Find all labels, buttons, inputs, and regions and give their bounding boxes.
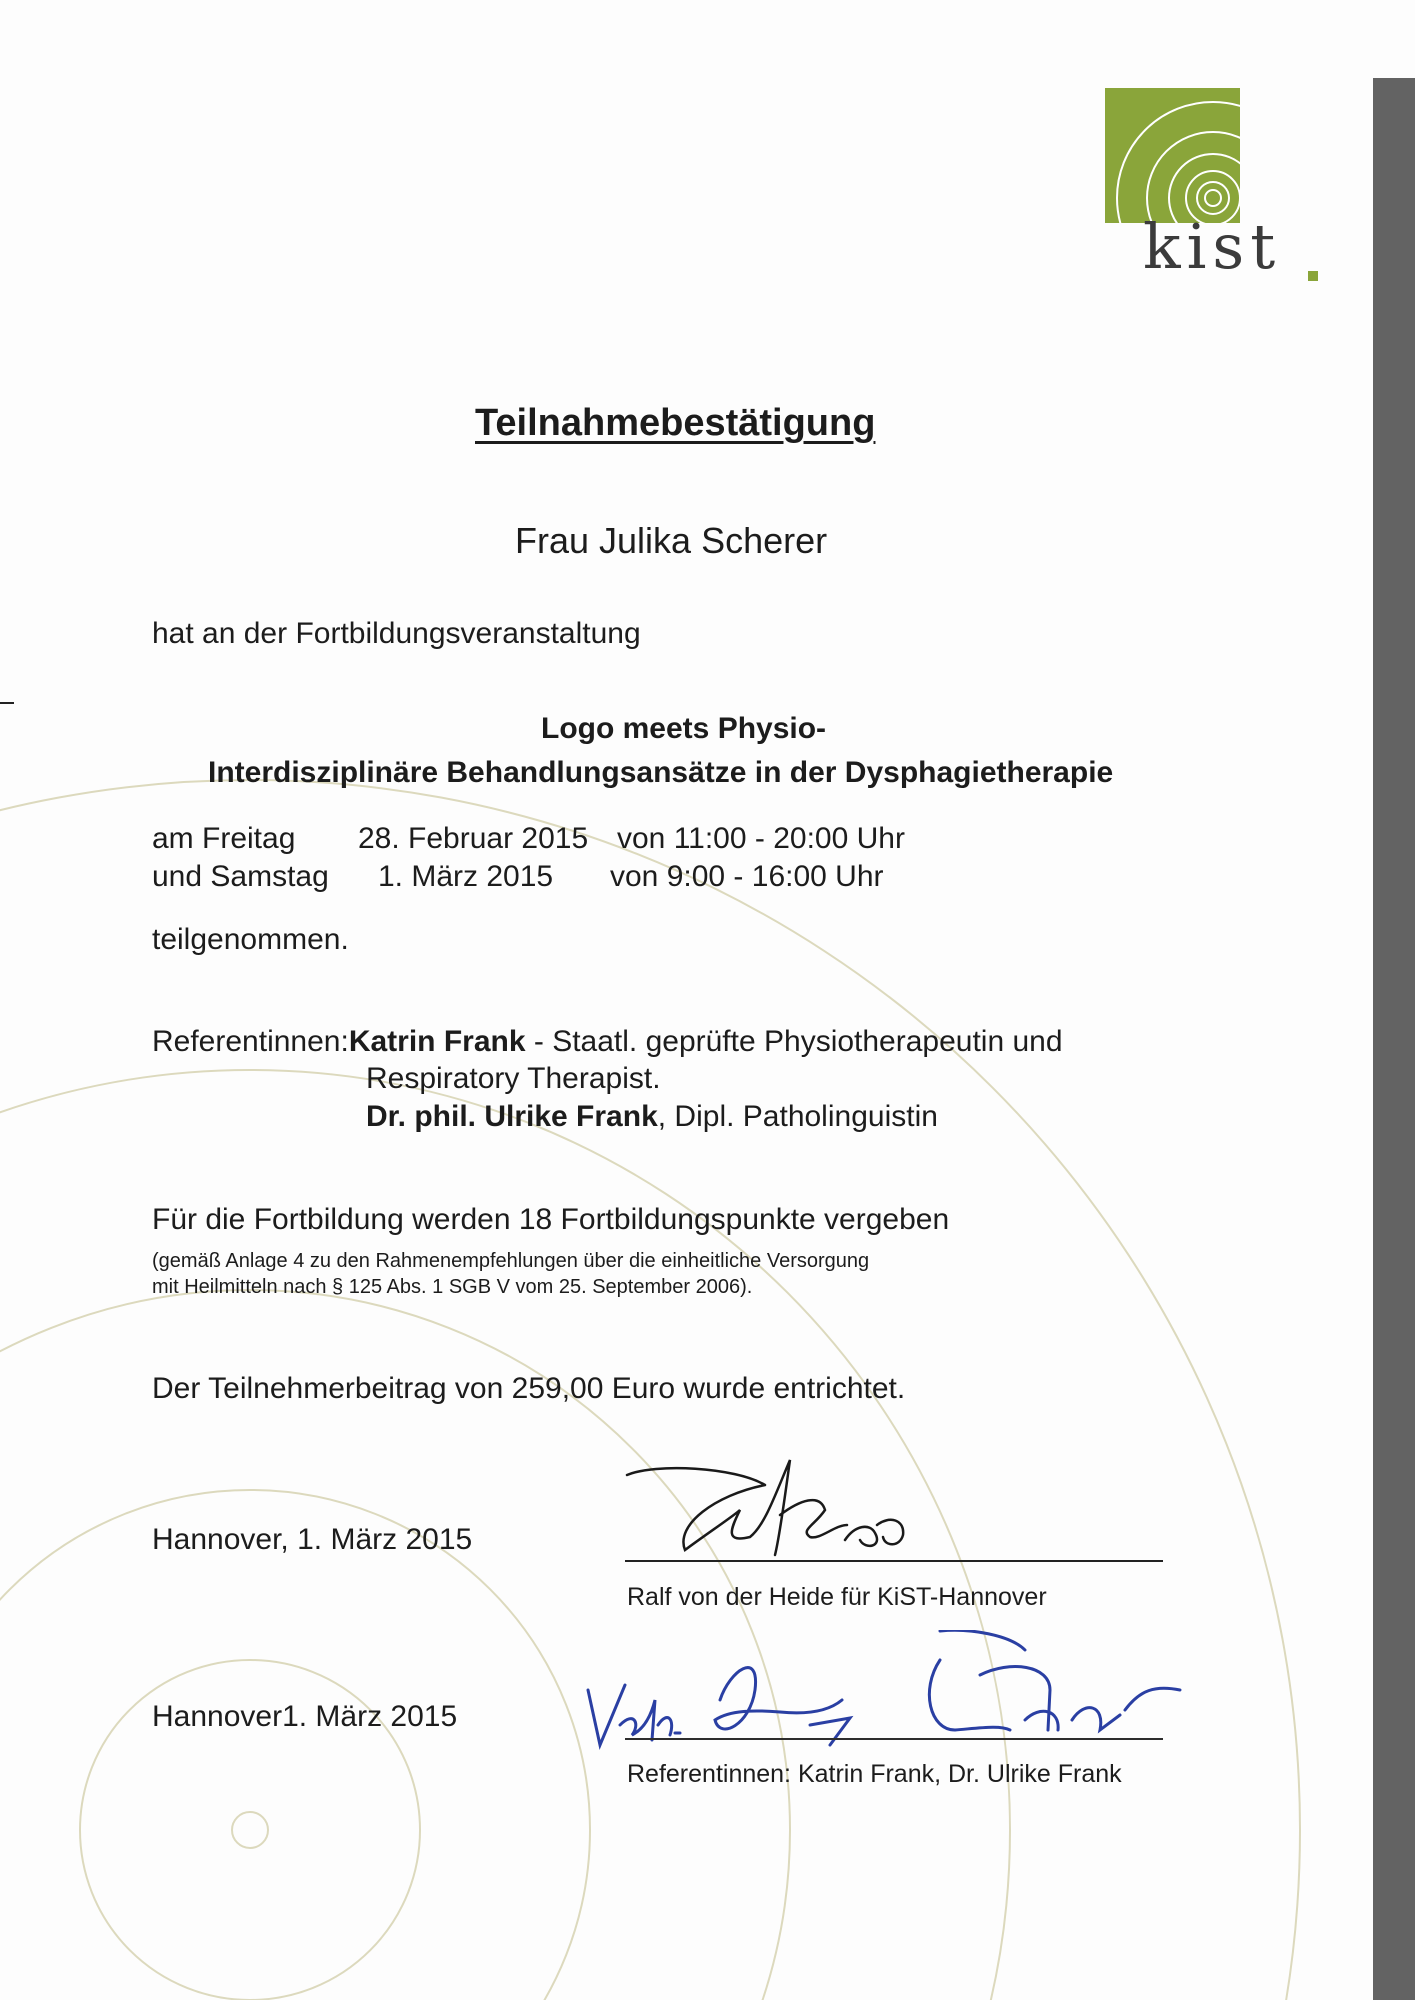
logo-wordmark: kist bbox=[1143, 210, 1282, 283]
document-title: Teilnahmebestätigung bbox=[475, 402, 876, 444]
speakers-label: Referentinnen: bbox=[152, 1025, 349, 1058]
signature2-caption: Referentinnen: Katrin Frank, Dr. Ulrike Frank bbox=[627, 1760, 1122, 1788]
day1-label: am Freitag bbox=[152, 822, 296, 855]
day2-time: von 9:00 - 16:00 Uhr bbox=[610, 860, 884, 893]
margin-mark bbox=[0, 702, 14, 704]
day1-date: 28. Februar 2015 bbox=[358, 822, 589, 855]
signature-referentinnen bbox=[580, 1630, 1220, 1750]
points-note-line1: (gemäß Anlage 4 zu den Rahmenempfehlungen über die einheitliche Versorgung bbox=[152, 1250, 870, 1272]
scan-edge-strip bbox=[1373, 78, 1415, 2000]
speaker1-name: Katrin Frank bbox=[348, 1025, 526, 1058]
speaker2-desc: , Dipl. Patholinguistin bbox=[657, 1100, 938, 1133]
recipient-name: Frau Julika Scherer bbox=[515, 520, 828, 561]
logo-dot-icon bbox=[1308, 271, 1318, 281]
fee-text: Der Teilnehmerbeitrag von 259,00 Euro wurde entrichtet. bbox=[152, 1372, 906, 1405]
event-title-line2: Interdisziplinäre Behandlungsansätze in der Dysphagietherapie bbox=[208, 756, 1114, 789]
speakers-line1 bbox=[152, 1025, 1063, 1059]
day2-date: 1. März 2015 bbox=[378, 860, 554, 893]
signature-heide bbox=[615, 1455, 995, 1565]
speaker1-desc2: Respiratory Therapist. bbox=[366, 1062, 661, 1095]
kist-logo bbox=[1105, 88, 1345, 298]
event-title-line1: Logo meets Physio- bbox=[541, 712, 827, 745]
participated-text: teilgenommen. bbox=[152, 923, 349, 956]
day2-label: und Samstag bbox=[152, 860, 329, 893]
intro-text: hat an der Fortbildungsveranstaltung bbox=[152, 617, 641, 650]
signature1-place-date: Hannover, 1. März 2015 bbox=[152, 1523, 473, 1556]
speaker1-desc: - Staatl. geprüfte Physiotherapeutin und bbox=[525, 1025, 1063, 1058]
day1-time: von 11:00 - 20:00 Uhr bbox=[617, 822, 905, 855]
speaker2-name: Dr. phil. Ulrike Frank bbox=[366, 1100, 658, 1133]
signature1-line bbox=[625, 1560, 1163, 1562]
speakers-line3 bbox=[366, 1100, 938, 1134]
signature2-place-date: Hannover1. März 2015 bbox=[152, 1700, 458, 1733]
points-text: Für die Fortbildung werden 18 Fortbildungspunkte vergeben bbox=[152, 1203, 950, 1236]
signature1-caption: Ralf von der Heide für KiST-Hannover bbox=[627, 1583, 1047, 1611]
points-note-line2: mit Heilmitteln nach § 125 Abs. 1 SGB V vom 25. September 2006). bbox=[152, 1276, 753, 1298]
logo-square-icon bbox=[1105, 88, 1240, 223]
signature2-line bbox=[625, 1738, 1163, 1740]
